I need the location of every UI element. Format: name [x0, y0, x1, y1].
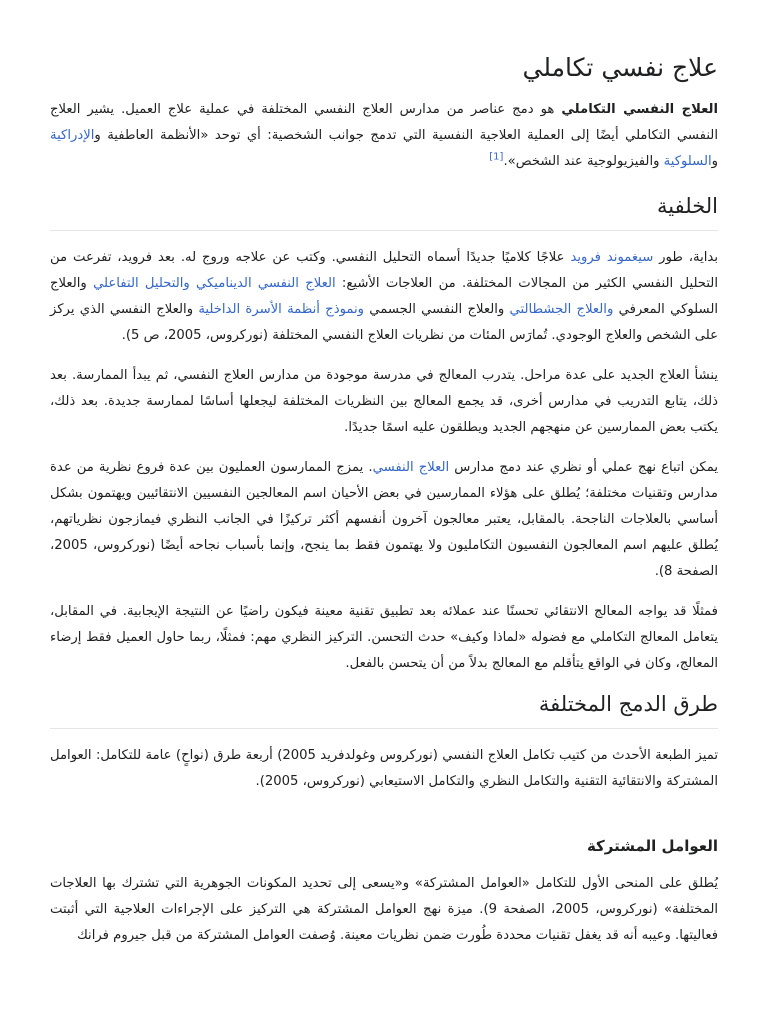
reference-1[interactable]: [1] — [489, 151, 504, 163]
section-heading-integration-methods: طرق الدمج المختلفة — [50, 691, 718, 729]
background-paragraph-3: يمكن اتباع نهج عملي أو نظري عند دمج مدارس العلاج النفسي. يمزج الممارسون العمليون بين عدة فروع نظرية من عدة مدارس وتقنيات مختلفة؛ يُطلق على هؤلاء الممارسين في بعض الأحيان اسم المعالجين النفسيين الانتقائيين ويهتمون بشكل أساسي بالعلاجات الناجحة. بالمقابل، يعتبر معالجون آخرون أنفسهم أكثر تركيزًا في الجانب النظري فيمازجون نظرياتهم، يُطلق عليهم اسم المعالجون النفسيون التكامليون ولا يهتمون فقط بما ينجح، وإنما بأسباب نجاحه أيضًا (نوركروس، 2005، الصفحة 8). — [50, 459, 718, 579]
link-cognitive[interactable]: الإدراكية — [50, 127, 95, 143]
intro-bold-term: العلاج النفسي التكاملي — [561, 101, 718, 117]
link-psychodynamic-therapy[interactable]: العلاج النفسي الديناميكي والتحليل التفاعلي — [93, 275, 336, 291]
common-factors-paragraph: يُطلق على المنحى الأول للتكامل «العوامل المشتركة» و«يسعى إلى تحديد المكونات الجوهرية التي تشترك بها العلاجات المختلفة» (نوركروس، 2005، الصفحة 9). ميزة نهج العوامل المشتركة هي التركيز على الإجراءات العلاجية التي أثبتت فعاليتها. وعيبه أنه قد يغفل تقنيات محددة طُورت ضمن نظريات معينة. وُصفت العوامل المشتركة من قبل جيروم فرانك — [50, 876, 718, 944]
background-paragraph-4: فمثلًا قد يواجه المعالج الانتقائي تحسنًا عند عملائه بعد تطبيق تقنية معينة فيكون راضيًا عن النتيجة الإيجابية. في المقابل، يتعامل المعالج التكاملي مع فضوله «لماذا وكيف» حدث التحسن. التركيز النظري مهم: فمثلًا، ربما حاول العميل فقط إرضاء المعالج، وكان في الواقع يتأقلم مع المعالج بدلاً من أن يتحسن بالفعل. — [50, 603, 718, 671]
background-paragraph-2: ينشأ العلاج الجديد على عدة مراحل. يتدرب المعالج في مدرسة موجودة من مدارس العلاج النفسي، ثم يبدأ الممارسة. بعد ذلك، يتابع التدريب في مدارس أخرى، قد يجمع المعالج بين النظريات المختلفة ليجعلها أساسًا لممارسة جديدة. بعد ذلك، يكتب بعض الممارسين عن منهجهم الجديد ويطلقون عليه اسمًا جديدًا. — [50, 367, 718, 435]
link-psychotherapy[interactable]: العلاج النفسي — [372, 459, 450, 475]
page-title: علاج نفسي تكاملي — [522, 53, 718, 82]
link-sigmund-freud[interactable]: سيغموند فرويد — [570, 249, 654, 265]
article-content — [50, 52, 718, 963]
subsection-heading-common-factors: العوامل المشتركة — [586, 837, 718, 856]
link-gestalt-therapy[interactable]: والعلاج الجشطالتي — [509, 301, 614, 317]
background-paragraph-1: بداية، طور سيغموند فرويد علاجًا كلاميًا جديدًا أسماه التحليل النفسي. وكتب عن علاجه وروج له. بعد فرويد، تفرعت من التحليل النفسي الكثير من المجالات المختلفة. من العلاجات الأشيع: العلاج النفسي الديناميكي والتحليل التفاعلي والعلاج السلوكي المعرفي والعلاج الجشطالتي والعلاج النفسي الجسمي ونموذج أنظمة الأسرة الداخلية والعلاج النفسي الذي يركز على الشخص والعلاج الوجودي. تُمارَس المئات من نظريات العلاج النفسي المختلفة (نوركروس، 2005، ص 5). — [50, 249, 718, 343]
link-internal-family-systems[interactable]: ونموذج أنظمة الأسرة الداخلية — [198, 301, 365, 317]
intro-paragraph: العلاج النفسي التكاملي هو دمج عناصر من مدارس العلاج النفسي المختلفة في عملية علاج العميل. يشير العلاج النفسي التكاملي أيضًا إلى العملية العلاجية النفسية التي تدمج جوانب الشخصية: أي توحد «الأنظمة العاطفية والإدراكية والسلوكية والفيزيولوجية عند الشخص».[1] — [50, 101, 718, 169]
section-heading-background: الخلفية — [50, 193, 718, 231]
link-behavioral[interactable]: السلوكية — [663, 153, 712, 169]
integration-methods-paragraph: تميز الطبعة الأحدث من كتيب تكامل العلاج النفسي (نوركروس وغولدفريد 2005) أربعة طرق (نواحٍ) عامة للتكامل: العوامل المشتركة والانتقائية التقنية والتكامل النظري والتكامل الاستيعابي (نوركروس، 2005). — [50, 748, 718, 790]
